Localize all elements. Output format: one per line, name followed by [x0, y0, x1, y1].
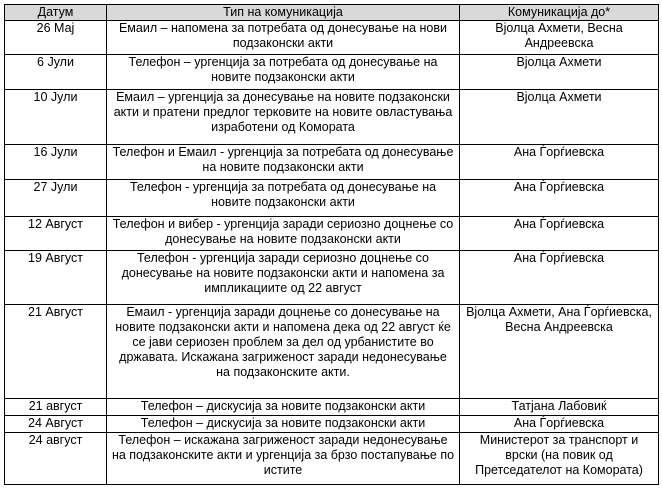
cell-date: 16 Јули	[5, 145, 107, 180]
header-to: Комуникација до*	[460, 5, 659, 21]
table-row	[5, 55, 659, 90]
cell-to: Ана Ѓорѓиевска	[460, 145, 659, 180]
table-row	[5, 145, 659, 180]
table-row	[5, 305, 659, 399]
cell-type: Телефон и вибер - ургенција заради сериозно доцнење со донесување на новите подзаконски акти	[107, 217, 460, 251]
cell-date: 24 август	[5, 433, 107, 485]
table-row	[5, 180, 659, 217]
cell-to: Вјолца Ахмети, Весна Андреевска	[460, 21, 659, 55]
cell-date: 26 Мај	[5, 21, 107, 55]
cell-to: Вјолца Ахмети	[460, 90, 659, 145]
header-date: Датум	[5, 5, 107, 21]
table-row	[5, 90, 659, 145]
communication-table	[4, 4, 659, 485]
cell-type: Емаил – ургенција за донесување на новите подзаконски акти и пратени предлог терковите на новите овластувања изработени од Комората	[107, 90, 460, 145]
cell-date: 24 Август	[5, 416, 107, 433]
cell-type: Телефон – искажана загриженост заради недонесување на подзаконските акти и ургенција за брзо постапување по истите	[107, 433, 460, 485]
table-row	[5, 433, 659, 485]
cell-to: Ана Ѓорѓиевска	[460, 217, 659, 251]
cell-type: Телефон - ургенција заради сериозно доцнење со донесување на новите подзаконски акти и напомена за импликациите од 22 август	[107, 251, 460, 305]
cell-date: 21 август	[5, 399, 107, 416]
cell-type: Телефон – ургенција за потребата од донесување на новите подзаконски акти	[107, 55, 460, 90]
header-type: Тип на комуникација	[107, 5, 460, 21]
table-row	[5, 416, 659, 433]
cell-date: 12 Август	[5, 217, 107, 251]
header-row	[5, 5, 659, 21]
table-row	[5, 217, 659, 251]
cell-to: Министерот за транспорт и врски (на повик од Претседателот на Комората)	[460, 433, 659, 485]
cell-to: Вјолца Ахмети, Ана Ѓорѓиевска, Весна Андреевска	[460, 305, 659, 399]
table-row	[5, 399, 659, 416]
cell-to: Ана Ѓорѓиевска	[460, 180, 659, 217]
cell-date: 21 Август	[5, 305, 107, 399]
table-row	[5, 21, 659, 55]
cell-to: Ана Ѓорѓиевска	[460, 416, 659, 433]
cell-type: Телефон - ургенција за потребата од донесување на новите подзаконски акти	[107, 180, 460, 217]
cell-to: Татјана Лабовиќ	[460, 399, 659, 416]
cell-date: 10 Јули	[5, 90, 107, 145]
cell-type: Телефон – дискусија за новите подзаконски акти	[107, 399, 460, 416]
cell-date: 6 Јули	[5, 55, 107, 90]
cell-type: Телефон – дискусија за новите подзаконски акти	[107, 416, 460, 433]
cell-date: 27 Јули	[5, 180, 107, 217]
cell-to: Вјолца Ахмети	[460, 55, 659, 90]
cell-type: Емаил – напомена за потребата од донесување на нови подзаконски акти	[107, 21, 460, 55]
cell-date: 19 Август	[5, 251, 107, 305]
cell-type: Телефон и Емаил - ургенција за потребата од донесување на новите подзаконски акти	[107, 145, 460, 180]
table-row	[5, 251, 659, 305]
cell-type: Емаил - ургенција заради доцнење со донесување на новите подзаконски акти и напомена дека од 22 август ќе се јави сериозен проблем за дел од урбанистите во државата. Искажана загриженост заради недонесување на подзаконските акти.	[107, 305, 460, 399]
cell-to: Ана Ѓорѓиевска	[460, 251, 659, 305]
